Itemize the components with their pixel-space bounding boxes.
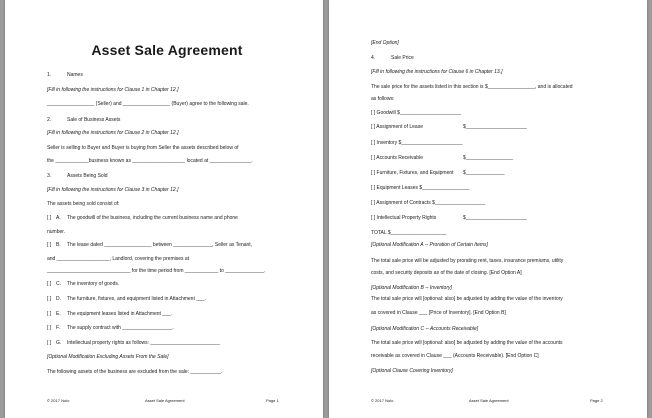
line-text: [Optional Modification C -- Accounts Receivable] xyxy=(371,326,479,332)
text-line xyxy=(371,215,527,221)
line-text: The inventory of goods. xyxy=(67,281,120,287)
text-line xyxy=(47,281,119,287)
text-line xyxy=(47,201,120,207)
line-text: The total sale price will [optional: also] be adjusted by adding the value of the accounts xyxy=(371,340,563,346)
line-text: [Fill in following the instructions for Clause 2 in Chapter 12.] xyxy=(47,130,179,136)
text-line xyxy=(47,87,178,93)
line-text: The lease dated _________________ between ______________, Seller as Tenant, xyxy=(67,242,253,248)
item-letter: G. xyxy=(56,340,62,346)
document-page-2 xyxy=(329,0,647,418)
checkbox-marker: [ ] xyxy=(47,215,52,221)
line-text: [Fill in following the instructions for Clause 6 in Chapter 13.] xyxy=(371,69,503,75)
line-text: [Optional Modification A -- Proration of Certain Items] xyxy=(371,242,488,248)
amount-blank: $_________________ xyxy=(463,155,514,161)
text-line xyxy=(47,130,178,136)
document-title: Asset Sale Agreement xyxy=(91,42,243,58)
item-letter: C. xyxy=(56,281,61,287)
line-text: [ ] Goodwill $______________________ xyxy=(371,110,462,116)
line-text: The total sale price will be adjusted by prorating rent, taxes, insurance premiums, utility xyxy=(371,258,564,264)
footer-doc-name: Asset Sale Agreement xyxy=(145,398,185,403)
text-line xyxy=(47,187,178,193)
line-text: [Optional Clause Covering Inventory] xyxy=(371,368,453,374)
line-text: Intellectual property rights as follows: _________________________ xyxy=(67,340,220,346)
clause-number: 3. xyxy=(47,173,52,179)
line-text: The assets being sold consist of: xyxy=(47,201,120,207)
clause-number: 4. xyxy=(371,55,376,61)
text-line xyxy=(371,296,563,302)
text-line xyxy=(371,170,505,176)
line-text: [Fill in following the instructions for Clause 1 in Chapter 12.] xyxy=(47,87,179,93)
item-letter: A. xyxy=(56,215,61,221)
text-line xyxy=(47,72,83,78)
item-letter: F. xyxy=(56,325,60,331)
text-line xyxy=(371,140,462,146)
checkbox-marker: [ ] xyxy=(47,311,52,317)
text-line xyxy=(371,230,446,236)
footer-page-number: Page 1 xyxy=(266,398,279,403)
text-line xyxy=(371,285,452,291)
text-line xyxy=(371,110,461,116)
text-line xyxy=(371,310,506,316)
footer-copyright: © 2017 Nolo xyxy=(47,398,70,403)
line-text: The equipment leases listed in Attachment ___. xyxy=(67,311,173,317)
text-line xyxy=(371,353,539,359)
text-line xyxy=(371,96,394,102)
line-text: The sale price for the assets listed in this section is $_________________, and is allocated xyxy=(371,84,573,90)
line-text: as covered in Clause ___ [Price of Inventory]. [End Option B] xyxy=(371,310,506,316)
line-text: Sale Price xyxy=(391,55,414,61)
line-text: Sale of Business Assets xyxy=(67,117,121,123)
checkbox-marker: [ ] xyxy=(47,325,52,331)
line-text: receivable as covered in Clause ___ (Accounts Receivable). [End Option C] xyxy=(371,353,539,359)
text-line xyxy=(47,268,266,274)
line-text: [Optional Modification Excluding Assets From the Sale] xyxy=(47,354,169,360)
line-text: The following assets of the business are excluded from the sale: ___________. xyxy=(47,369,223,375)
text-line xyxy=(371,200,485,206)
line-text: [ ] Furniture, Fixtures, and Equipment xyxy=(371,170,454,176)
text-line xyxy=(47,229,65,235)
text-line xyxy=(371,242,488,248)
text-line xyxy=(371,155,514,161)
line-text: The goodwill of the business, including the current business name and phone xyxy=(67,215,238,221)
text-line xyxy=(47,173,108,179)
line-text: The furniture, fixtures, and equipment listed in Attachment ___. xyxy=(67,296,206,302)
line-text: The total sale price will [optional: also] be adjusted by adding the value of the inventory xyxy=(371,296,563,302)
line-text: Names xyxy=(67,72,83,78)
line-text: [ ] Assignment of Contracts $__________________ xyxy=(371,200,485,206)
line-text: [ ] Assignment of Lease xyxy=(371,124,423,130)
line-text: The supply contract with __________________. xyxy=(67,325,174,331)
text-line xyxy=(47,256,189,262)
amount-blank: $______________________ xyxy=(463,124,527,130)
line-text: ______________________________ for the time period from ____________ to ______________. xyxy=(47,268,266,274)
text-line xyxy=(371,185,469,191)
text-line xyxy=(371,84,573,90)
text-line xyxy=(47,311,172,317)
text-line xyxy=(371,368,453,374)
checkbox-marker: [ ] xyxy=(47,281,52,287)
text-line xyxy=(47,354,169,360)
footer-copyright: © 2017 Nolo xyxy=(371,398,394,403)
text-line xyxy=(47,242,252,248)
line-text: _________________ (Seller) and _________________ (Buyer) agree to the following sale. xyxy=(47,101,249,107)
clause-number: 1. xyxy=(47,72,52,78)
line-text: TOTAL $____________________ xyxy=(371,230,447,236)
item-letter: E. xyxy=(56,311,61,317)
text-line xyxy=(47,369,222,375)
item-letter: B. xyxy=(56,242,61,248)
text-line xyxy=(371,124,527,130)
line-text: [ ] Intellectual Property Rights xyxy=(371,215,437,221)
clause-number: 2. xyxy=(47,117,52,123)
text-line xyxy=(47,325,174,331)
text-line xyxy=(371,270,522,276)
text-line xyxy=(371,340,563,346)
line-text: number. xyxy=(47,229,66,235)
text-line xyxy=(371,258,563,264)
line-text: Assets Being Sold xyxy=(67,173,108,179)
amount-blank: $______________ xyxy=(463,170,505,176)
line-text: [Optional Modification B -- Inventory] xyxy=(371,285,452,291)
text-line xyxy=(47,117,120,123)
text-line xyxy=(371,69,502,75)
text-line xyxy=(47,158,253,164)
line-text: Seller is selling to Buyer and Buyer is buying from Seller the assets described below of xyxy=(47,145,239,151)
line-text: [ ] Equipment Leases $_________________ xyxy=(371,185,470,191)
footer-doc-name: Asset Sale Agreement xyxy=(469,398,509,403)
footer-page-number: Page 2 xyxy=(590,398,603,403)
text-line xyxy=(47,101,249,107)
item-letter: D. xyxy=(56,296,61,302)
line-text: [End Option] xyxy=(371,40,399,46)
text-line xyxy=(47,340,220,346)
document-page-1 xyxy=(5,0,323,418)
line-text: [ ] Inventory $______________________ xyxy=(371,140,463,146)
text-line xyxy=(371,326,478,332)
line-text: and ___________________, Landlord, covering the premises at xyxy=(47,256,190,262)
line-text: [ ] Accounts Receivable xyxy=(371,155,423,161)
text-line xyxy=(47,215,238,221)
checkbox-marker: [ ] xyxy=(47,340,52,346)
line-text: as follows: xyxy=(371,96,395,102)
text-line xyxy=(371,40,399,46)
text-line xyxy=(47,296,206,302)
checkbox-marker: [ ] xyxy=(47,296,52,302)
text-line xyxy=(371,55,414,61)
line-text: costs, and security deposits as of the date of closing. [End Option A] xyxy=(371,270,522,276)
text-line xyxy=(47,145,238,151)
line-text: [Fill in following the instructions for Clause 3 in Chapter 12.] xyxy=(47,187,179,193)
checkbox-marker: [ ] xyxy=(47,242,52,248)
line-text: the ____________business known as ___________________ located at _______________. xyxy=(47,158,253,164)
amount-blank: $______________________ xyxy=(463,215,527,221)
